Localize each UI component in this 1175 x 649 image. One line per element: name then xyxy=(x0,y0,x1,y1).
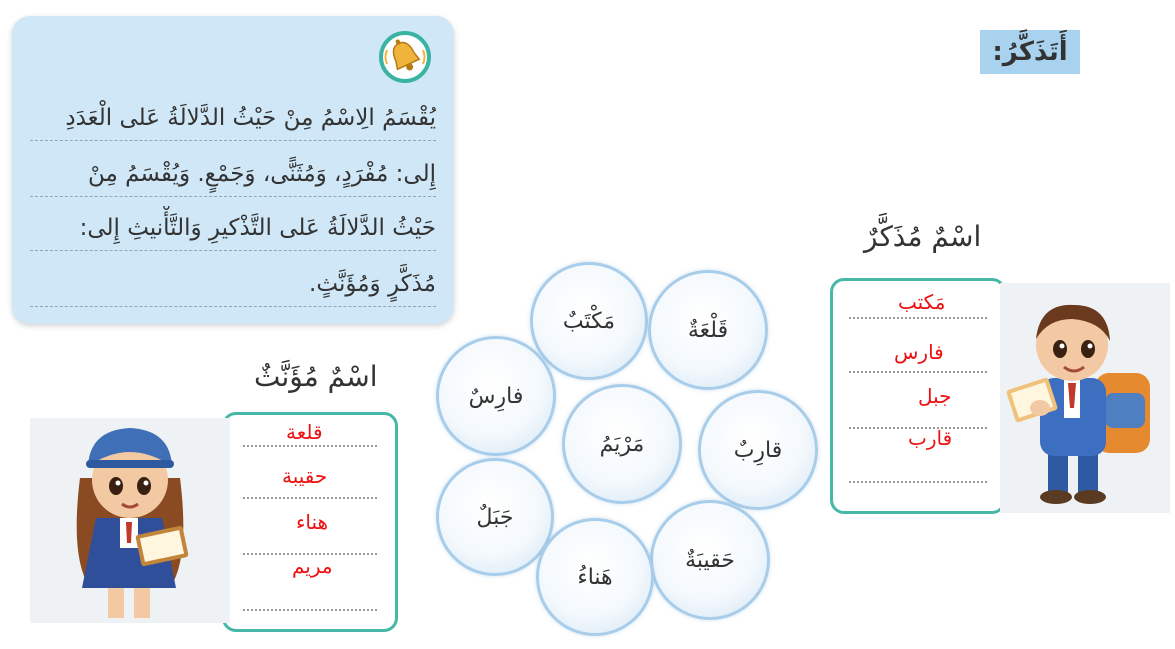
bubble-maktab[interactable]: مَكْتَبٌ xyxy=(530,262,648,380)
reminder-title: أَتَذَكَّرُ: xyxy=(980,30,1080,74)
masculine-answer-3[interactable]: جبل xyxy=(918,384,952,408)
feminine-heading: اسْمٌ مُؤَنَّثٌ xyxy=(254,360,378,393)
reminder-line-3: حَيْثُ الدَّلالَةُ عَلى التَّذْكيرِ وَالتَّأْنيثِ إِلى: xyxy=(30,206,436,251)
masculine-answer-1[interactable]: مَكتب xyxy=(898,290,946,314)
bubble-jabal[interactable]: جَبَلٌ xyxy=(436,458,554,576)
masculine-heading: اسْمٌ مُذَكَّرٌ xyxy=(864,220,982,253)
feminine-answer-1[interactable]: قلعة xyxy=(286,420,323,444)
bubble-qareb[interactable]: قارِبٌ xyxy=(698,390,818,510)
answer-line xyxy=(849,481,987,483)
girl-reading-illustration xyxy=(30,418,230,623)
bubble-fares[interactable]: فارِسٌ xyxy=(436,336,556,456)
bubble-haqiba[interactable]: حَقيبَةٌ xyxy=(650,500,770,620)
answer-line xyxy=(243,497,377,499)
answer-line xyxy=(849,317,987,319)
feminine-answer-2[interactable]: حقيبة xyxy=(282,464,328,488)
feminine-answer-4[interactable]: مريم xyxy=(292,554,333,578)
answer-line xyxy=(849,371,987,373)
reminder-line-1: يُقْسَمُ الِاسْمُ مِنْ حَيْثُ الدَّلالَةُ عَلى الْعَدَدِ xyxy=(30,96,436,141)
bubble-qalaa[interactable]: قَلْعَةٌ xyxy=(648,270,768,390)
masculine-answer-4[interactable]: قارب xyxy=(908,426,953,450)
feminine-answer-3[interactable]: هناء xyxy=(296,510,329,534)
answer-line xyxy=(243,609,377,611)
masculine-answer-2[interactable]: فارس xyxy=(894,340,944,364)
answer-line xyxy=(243,445,377,447)
reminder-line-4: مُذَكَّرٍ وَمُؤَنَّثٍ. xyxy=(30,262,436,307)
reminder-line-2: إِلى: مُفْرَدٍ، وَمُثَنًّى، وَجَمْعٍ. وَيُقْسَمُ مِنْ xyxy=(30,152,436,197)
boy-reading-illustration xyxy=(1000,283,1170,513)
bubble-hanaa[interactable]: هَناءُ xyxy=(536,518,654,636)
bell-icon xyxy=(378,30,432,84)
bubble-maryam[interactable]: مَرْيَمُ xyxy=(562,384,682,504)
